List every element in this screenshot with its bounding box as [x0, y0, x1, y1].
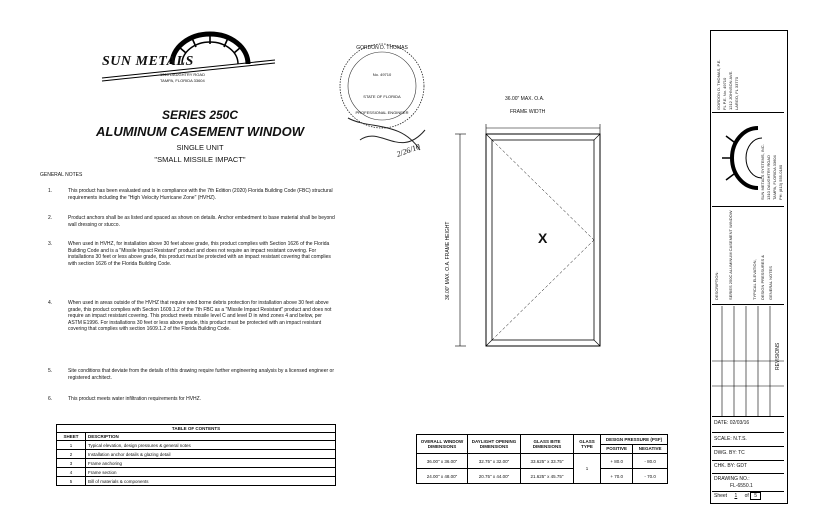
table-row: 2 Installation anchor details & glazing detail [57, 450, 336, 459]
tb-divider [712, 446, 784, 447]
table-row: 4 Frame section [57, 468, 336, 477]
revisions-grid [712, 306, 784, 416]
frame-height-label: 36.00" MAX. O.A. FRAME HEIGHT [445, 221, 451, 300]
seal-label: PROFESSIONAL ENGINEER [355, 110, 409, 115]
note-item [48, 188, 338, 208]
general-notes-heading: GENERAL NOTES [40, 172, 83, 178]
toc-col-description: DESCRIPTION [86, 433, 336, 441]
company-name: SUN METALS [102, 54, 194, 69]
table-row: 5 Bill of materials & components [57, 477, 336, 486]
tb-divider [712, 304, 784, 305]
toc-col-sheet: SHEET [57, 433, 86, 441]
note-number: 3. [48, 241, 53, 247]
revisions-label: REVISIONS [775, 342, 781, 370]
company-logo [100, 30, 280, 92]
note-text: When used in areas outside of the HVHZ that require wind borne debris protection for installation above 30 feet above grade, this product complies with Section 1609.1.2 of the 7th FBC as a "Missile Impact Resistant" product and does not require an impact resistant covering. This product meets missile level C and level D in wind zones 4 and below, per ASTM E1996. For installations 30 feet or less above grade, this product must be protected with an impact resistant covering that complies with section 1609.1.2 of the Florida Building Code. [68, 300, 332, 332]
company-address-2: TAMPA, FLORIDA 33604 [160, 78, 205, 83]
operable-mark: X [538, 230, 548, 246]
note-number: 1. [48, 188, 53, 194]
tb-drawing-no: FL-6550.1 [730, 483, 753, 489]
note-text: This product meets water infiltration requirements for HVHZ. [68, 396, 202, 402]
tb-product-3: GENERAL NOTES [768, 266, 773, 300]
tb-divider [712, 473, 784, 474]
engineer-info-1: GORDON D. THOMAS, P.E. [716, 59, 721, 110]
window-elevation [440, 110, 620, 350]
tb-company-2: 1310 DAUGHTRY ROAD [766, 155, 771, 200]
engineer-info-2: FL P.E. No. 49710 [722, 77, 727, 110]
frame-width-label: 36.00" MAX. O.A. [505, 96, 545, 102]
toc-title: TABLE OF CONTENTS [57, 425, 336, 433]
tb-divider [712, 491, 784, 492]
note-item [48, 300, 338, 350]
impact-subtitle: "SMALL MISSILE IMPACT" [154, 155, 246, 164]
tb-divider [712, 206, 784, 207]
tb-divider [712, 460, 784, 461]
note-item [48, 396, 338, 404]
tb-divider [712, 112, 784, 113]
table-row: 3 Frame anchoring [57, 459, 336, 468]
tb-sheet: Sheet 1 of 5 [714, 493, 761, 499]
note-text: When used in HVHZ, for installation above 30 feet above grade, this product complies with Section 1626 of the Florida Building Code and is a "Missile Impact Resistant" product and does not require an impact resistant covering. For installations 30 feet or less above grade, this product must be protected with an impact resistant covering that complies with section 1626 of the Florida Building Code. [68, 241, 331, 267]
tb-description-label: DESCRIPTION: [714, 271, 719, 300]
seal-state: STATE OF FLORIDA [363, 94, 401, 99]
tb-company-3: TAMPA, FLORIDA 33604 [772, 155, 777, 200]
tb-product-2: DESIGN PRESSURES & [760, 255, 765, 300]
tb-date: DATE: 02/03/16 [714, 420, 750, 426]
company-address-1: 1310 DAUGHTRY ROAD [160, 72, 205, 77]
table-row: 24.00" x 48.00" 20.75" x 44.00" 21.625" x 45.75" + 70.0 - 70.0 [417, 469, 668, 484]
engineer-info-3: 1212 JOHNSON AVE. [728, 70, 733, 110]
note-item [48, 241, 338, 281]
tb-drawn-by: DWG. BY: TC [714, 450, 745, 456]
tb-product-1: TYPICAL ELEVATION, [752, 259, 757, 300]
seal-signature-date: 2/26/10 [395, 142, 422, 159]
note-item [48, 368, 338, 384]
tb-checked-by: CHK. BY: GDT [714, 463, 748, 469]
note-number: 4. [48, 300, 53, 306]
tb-scale: SCALE: N.T.S. [714, 436, 747, 442]
table-of-contents [56, 424, 336, 486]
design-pressure-table: OVERALL WINDOW DIMENSIONS DAYLIGHT OPENING DIMENSIONS GLASS BITE DIMENSIONS GLASS TYPE DESIGN PRESSURE (PSF) POSITIVE NEGATIVE 36.00" x 36.00" 32.75" x 32.00" 33.625" x 33.75" 1 + 80.0 - 80.0 24.00" x 48.00" 20.75" x 44.00" 21.625" x 45.75" + 70.0 - 70.0 [416, 434, 668, 484]
tb-company-1: SUN METALS SYSTEMS, INC. [760, 144, 765, 200]
unit-subtitle: SINGLE UNIT [176, 143, 224, 152]
table-row: 36.00" x 36.00" 32.75" x 32.00" 33.625" x 33.75" 1 + 80.0 - 80.0 [417, 454, 668, 469]
table-row: 1 Typical elevation, design pressures & general notes [57, 441, 336, 450]
series-title: SERIES 250C [161, 108, 239, 122]
note-number: 6. [48, 396, 53, 402]
tb-description: SERIES 250C ALUMINUM CASEMENT WINDOW [728, 210, 733, 300]
seal-license: No. 49710 [372, 72, 392, 77]
tb-drawing-no-label: DRAWING NO.: [714, 476, 750, 482]
tb-company-4: PH: (813) 555-0180 [778, 164, 783, 200]
tb-divider [712, 432, 784, 433]
engineer-seal [330, 30, 440, 170]
note-text: This product has been evaluated and is in compliance with the 7th Edition (2020) Florida Building Code (FBC) structural requirements including the "High Velocity Hurricane Zone" (HVHZ). [68, 188, 333, 201]
frame-width-caption: FRAME WIDTH [510, 109, 546, 115]
product-title: ALUMINUM CASEMENT WINDOW [96, 124, 304, 139]
general-notes [48, 188, 348, 413]
note-number: 5. [48, 368, 53, 374]
seal-icon [330, 30, 440, 170]
note-number: 2. [48, 215, 53, 221]
seal-name: GORDON D. THOMAS [356, 45, 408, 51]
note-text: Site conditions that deviate from the details of this drawing require further engineering analysis by a licensed engineer or registered architect. [68, 368, 334, 381]
engineer-info-4: LARGO, FL 33770 [734, 77, 739, 110]
note-text: Product anchors shall be as listed and spaced as shown on details. Anchor embedment to base material shall be beyond wall dressing or stucco. [68, 215, 335, 228]
note-item [48, 215, 338, 235]
tb-divider [712, 416, 784, 417]
